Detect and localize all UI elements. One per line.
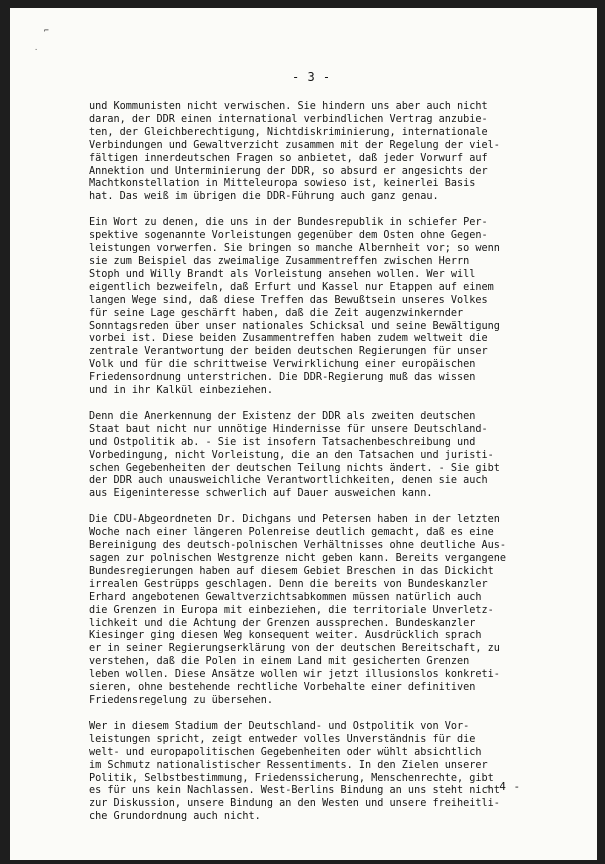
text-line: schen Gegebenheiten der deutschen Teilung nichts ändert. - Sie gibt — [89, 462, 500, 474]
document-body — [89, 101, 574, 837]
text-line: leistungen spricht, zeigt entweder volles Unverständnis für die — [89, 733, 476, 745]
text-line: vorbei ist. Diese beiden Zusammentreffen haben zudem weltweit die — [89, 333, 488, 345]
text-line: che Grundordnung auch nicht. — [89, 811, 261, 823]
text-line: im Schmutz nationalistischer Ressentiments. In den Zielen unserer — [89, 759, 488, 771]
paragraph — [89, 721, 574, 824]
text-line: zur Diskussion, unsere Bindung an den Westen und unsere freiheitli- — [89, 798, 500, 810]
page-number-top: - 3 - — [292, 70, 331, 84]
text-line: es für uns kein Nachlassen. West-Berlins Bindung an uns steht nicht — [89, 785, 500, 797]
text-line: Kiesinger ging diesen Weg konsequent weiter. Ausdrücklich sprach — [89, 630, 482, 642]
text-line: zentrale Verantwortung der beiden deutschen Regierungen für unser — [89, 346, 488, 358]
text-line: Ein Wort zu denen, die uns in der Bundesrepublik in schiefer Per- — [89, 217, 488, 229]
text-line: ten, der Gleichberechtigung, Nichtdiskriminierung, internationale — [89, 126, 488, 138]
text-line: eigentlich bezweifeln, daß Erfurt und Kassel nur Etappen auf einem — [89, 281, 494, 293]
text-line: verstehen, daß die Polen in einem Land mit gesicherten Grenzen — [89, 656, 470, 668]
text-line: Denn die Anerkennung der Existenz der DDR als zweiten deutschen — [89, 410, 476, 422]
text-line: Vorbedingung, nicht Vorleistung, die an den Tatsachen und juristi- — [89, 449, 494, 461]
page-number-bottom: - 4 - — [485, 780, 521, 793]
text-line: sagen zur polnischen Westgrenze nicht geben kann. Bereits vergangene — [89, 553, 507, 564]
text-line: Machtkonstellation in Mitteleuropa sowieso ist, keinerlei Basis — [89, 178, 476, 190]
text-line: Erhard angebotenen Gewaltverzichtsabkommen müssen natürlich auch — [89, 591, 482, 603]
text-line: und in ihr Kalkül einbeziehen. — [89, 385, 274, 397]
paragraph — [89, 217, 574, 398]
text-line: langen Wege sind, daß diese Treffen das Bewußtsein unseres Volkes — [89, 294, 488, 306]
text-line: Wer in diesem Stadium der Deutschland- und Ostpolitik von Vor- — [89, 720, 470, 732]
paragraph — [89, 101, 574, 204]
text-line: spektive sogenannte Vorleistungen gegenüber dem Osten ohne Gegen- — [89, 230, 488, 242]
text-line: aus Eigeninteresse schwerlich auf Dauer ausweichen kann. — [89, 488, 433, 500]
text-line: und Kommunisten nicht verwischen. Sie hindern uns aber auch nicht — [89, 101, 488, 112]
text-line: für seine Lage geschärft haben, daß die Zeit augenzwinkernder — [89, 307, 464, 319]
paragraph — [89, 411, 574, 501]
text-line: die Grenzen in Europa mit einbeziehen, die territoriale Unverletz- — [89, 604, 494, 616]
text-line: Bereinigung des deutsch-polnischen Verhältnisses ohne deutliche Aus- — [89, 540, 507, 552]
text-line: daran, der DDR einen international verbindlichen Vertrag anzubie- — [89, 113, 488, 125]
text-line: und Ostpolitik ab. - Sie ist insofern Tatsachenbeschreibung und — [89, 436, 476, 448]
text-line: lichkeit und die Achtung der Grenzen aussprechen. Bundeskanzler — [89, 617, 476, 629]
text-line: welt- und europapolitischen Gegebenheiten oder wühlt absichtlich — [89, 746, 482, 758]
paragraph — [89, 514, 574, 708]
text-line: leben wollen. Diese Ansätze wollen wir jetzt illusionslos konkreti- — [89, 669, 500, 681]
text-line: Die CDU-Abgeordneten Dr. Dichgans und Petersen haben in der letzten — [89, 514, 500, 526]
text-line: leistungen vorwerfen. Sie bringen so manche Albernheit vor; so wenn — [89, 243, 500, 255]
text-line: Stoph und Willy Brandt als Vorleistung ansehen wollen. Wer will — [89, 268, 476, 280]
text-line: Verbindungen und Gewaltverzicht zusammen mit der Regelung der viel- — [89, 139, 500, 151]
text-line: der DDR auch unausweichliche Verantwortlichkeiten, denen sie auch — [89, 475, 488, 487]
text-line: sie zum Beispiel das zweimalige Zusammentreffen zwischen Herrn — [89, 255, 470, 267]
text-line: Volk und für die schrittweise Verwirklichung einer europäischen — [89, 359, 476, 371]
text-line: er in seiner Regierungserklärung von der deutschen Bereitschaft, zu — [89, 643, 500, 655]
text-line: Politik, Selbstbestimmung, Friedenssicherung, Menschenrechte, gibt — [89, 772, 494, 784]
text-line: sieren, ohne bestehende rechtliche Vorbehalte einer definitiven — [89, 682, 476, 694]
text-line: fältigen innerdeutschen Fragen so anbietet, daß jeder Vorwurf auf — [89, 152, 488, 164]
corner-scan-mark: · — [34, 46, 39, 54]
text-line: Sonntagsreden über unser nationales Schicksal und seine Bewältigung — [89, 320, 500, 332]
text-line: Staat baut nicht nur unnötige Hindernisse für unsere Deutschland- — [89, 423, 488, 435]
text-line: hat. Das weiß im übrigen die DDR-Führung auch ganz genau. — [89, 191, 439, 203]
text-line: irrealen Gestrüpps geschlagen. Denn die bereits von Bundeskanzler — [89, 578, 488, 590]
text-line: Woche nach einer längeren Polenreise deutlich gemacht, daß es eine — [89, 527, 494, 539]
document-page — [10, 8, 597, 860]
text-line: Friedensregelung zu übersehen. — [89, 694, 274, 706]
text-line: Friedensordnung unterstrichen. Die DDR-Regierung muß das wissen — [89, 372, 476, 384]
text-line: Annektion und Unterminierung der DDR, so absurd er angesichts der — [89, 165, 488, 177]
text-line: Bundesregierungen haben auf diesem Gebiet Breschen in das Dickicht — [89, 565, 494, 577]
corner-scan-mark: ⌐ — [44, 26, 49, 35]
